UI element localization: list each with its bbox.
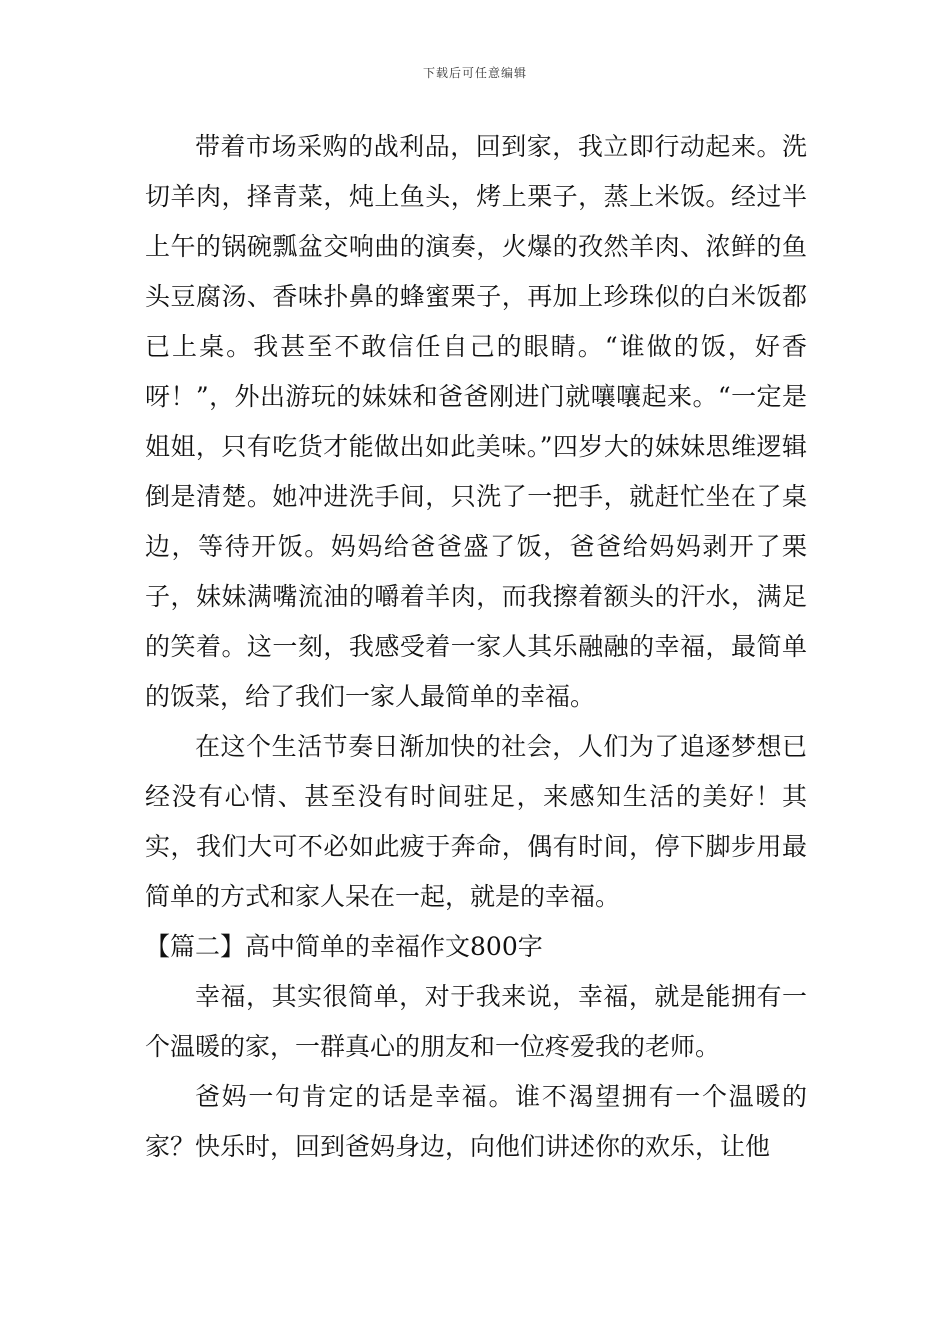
document-body bbox=[145, 122, 807, 1172]
paragraph: 带着市场采购的战利品，回到家，我立即行动起来。洗切羊肉，择青菜，炖上鱼头，烤上栗子，蒸上米饭。经过半上午的锅碗瓢盆交响曲的演奏，火爆的孜然羊肉、浓鲜的鱼头豆腐汤、香味扑鼻的蜂蜜栗子，再加上珍珠似的白米饭都已上桌。我甚至不敢信任自己的眼睛。“谁做的饭，好香呀！”，外出游玩的妹妹和爸爸刚进门就嚷嚷起来。“一定是姐姐，只有吃货才能做出如此美味。”四岁大的妹妹思维逻辑倒是清楚。她冲进洗手间，只洗了一把手，就赶忙坐在了桌边，等待开饭。妈妈给爸爸盛了饭，爸爸给妈妈剥开了栗子，妹妹满嘴流油的嚼着羊肉，而我擦着额头的汗水，满足的笑着。这一刻，我感受着一家人其乐融融的幸福，最简单的饭菜，给了我们一家人最简单的幸福。 bbox=[145, 132, 807, 711]
section-heading: 【篇二】高中简单的幸福作文800字 bbox=[145, 932, 543, 961]
paragraph: 在这个生活节奏日渐加快的社会，人们为了追逐梦想已经没有心情、甚至没有时间驻足，来感知生活的美好！其实，我们大可不必如此疲于奔命，偶有时间，停下脚步用最简单的方式和家人呆在一起，就是的幸福。 bbox=[145, 732, 807, 911]
paragraph: 幸福，其实很简单，对于我来说，幸福，就是能拥有一个温暖的家，一群真心的朋友和一位疼爱我的老师。 bbox=[145, 982, 807, 1061]
page-header: 下载后可任意编辑 bbox=[422, 66, 527, 80]
paragraph: 爸妈一句肯定的话是幸福。谁不渴望拥有一个温暖的家？快乐时，回到爸妈身边，向他们讲述你的欢乐，让他 bbox=[145, 1082, 807, 1161]
